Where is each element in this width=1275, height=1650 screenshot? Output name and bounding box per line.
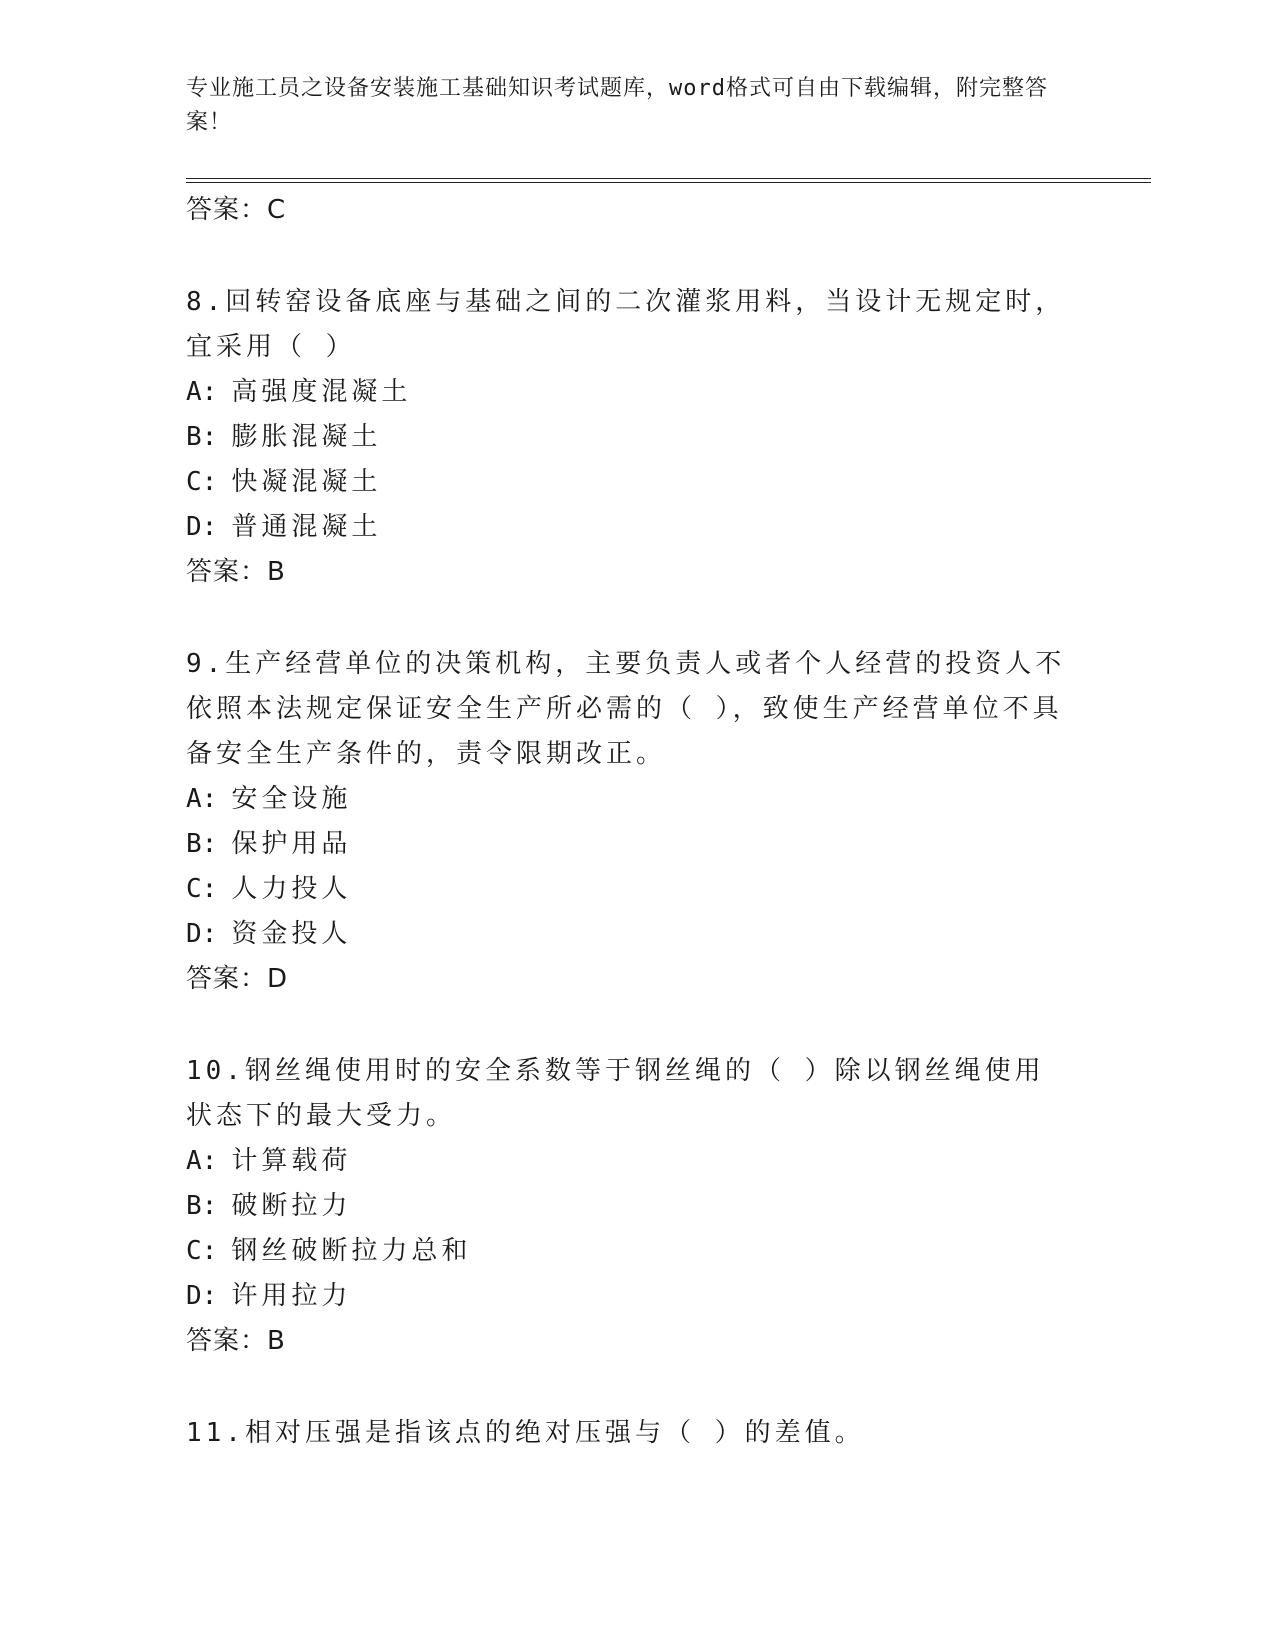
question-list <box>186 188 1086 1456</box>
question-block <box>186 1411 1086 1456</box>
option-letter: B: <box>186 1191 218 1221</box>
question-text: 8.回转窑设备底座与基础之间的二次灌浆用料，当设计无规定时，宜采用（ ） <box>186 287 1066 362</box>
option-letter: C: <box>186 1236 218 1266</box>
option-a <box>186 1139 1086 1184</box>
question-text: 9.生产经营单位的决策机构，主要负责人或者个人经营的投资人不依照本法规定保证安全生产所必需的（ ），致使生产经营单位不具备安全生产条件的，责令限期改正。 <box>186 649 1066 769</box>
option-text: 普通混凝土 <box>231 512 382 542</box>
option-letter: A: <box>186 784 218 814</box>
question-text: 10.钢丝绳使用时的安全系数等于钢丝绳的（ ）除以钢丝绳使用状态下的最大受力。 <box>186 1056 1045 1131</box>
option-a <box>186 777 1086 822</box>
option-c <box>186 460 1086 505</box>
option-letter: B: <box>186 422 218 452</box>
option-letter: D: <box>186 512 218 542</box>
question-block <box>186 1049 1086 1363</box>
question-block <box>186 642 1086 1001</box>
option-text: 人力投人 <box>231 874 352 904</box>
option-text: 快凝混凝土 <box>231 467 382 497</box>
option-text: 计算载荷 <box>231 1146 352 1176</box>
option-letter: A: <box>186 377 218 407</box>
option-b <box>186 415 1086 460</box>
page-header: 专业施工员之设备安装施工基础知识考试题库，word格式可自由下载编辑，附完整答案！ <box>186 76 1048 135</box>
option-letter: B: <box>186 829 218 859</box>
option-letter: C: <box>186 874 218 904</box>
answer-line: 答案：C <box>186 195 287 225</box>
option-d <box>186 912 1086 957</box>
option-text: 钢丝破断拉力总和 <box>231 1236 472 1266</box>
option-letter: D: <box>186 919 218 949</box>
option-text: 许用拉力 <box>231 1281 352 1311</box>
option-b <box>186 1184 1086 1229</box>
question-text: 11.相对压强是指该点的绝对压强与（ ）的差值。 <box>186 1418 865 1448</box>
option-letter: D: <box>186 1281 218 1311</box>
option-c <box>186 867 1086 912</box>
option-letter: C: <box>186 467 218 497</box>
option-text: 膨胀混凝土 <box>231 422 382 452</box>
option-text: 资金投人 <box>231 919 352 949</box>
option-text: 破断拉力 <box>231 1191 352 1221</box>
option-text: 保护用品 <box>231 829 352 859</box>
option-c <box>186 1229 1086 1274</box>
option-d <box>186 505 1086 550</box>
header-rule-bottom <box>186 182 1151 183</box>
option-letter: A: <box>186 1146 218 1176</box>
answer-line: 答案：B <box>186 1326 286 1356</box>
answer-line: 答案：D <box>186 964 289 994</box>
question-block <box>186 280 1086 594</box>
header-rule-top <box>186 178 1151 179</box>
option-a <box>186 370 1086 415</box>
option-text: 安全设施 <box>231 784 352 814</box>
option-d <box>186 1274 1086 1319</box>
option-b <box>186 822 1086 867</box>
option-text: 高强度混凝土 <box>231 377 412 407</box>
answer-line: 答案：B <box>186 557 286 587</box>
